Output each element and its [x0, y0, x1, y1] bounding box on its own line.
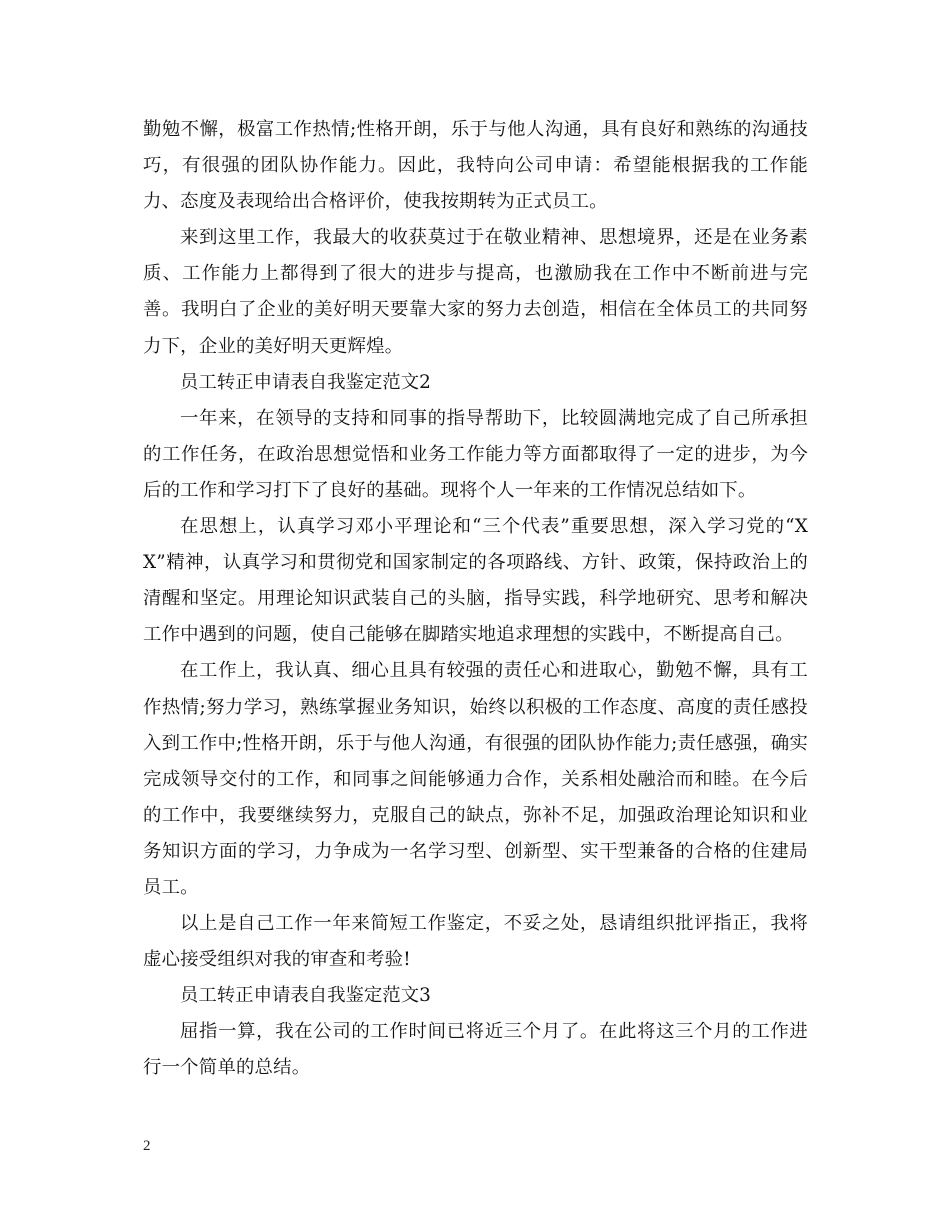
paragraph-work: 在工作上，我认真、细心且具有较强的责任心和进取心，勤勉不懈，具有工作热情;努力学习，熟练掌握业务知识，始终以积极的工作态度、高度的责任感投入到工作中;性格开朗，乐于与他人沟通，有很强的团队协作能力;责任感强，确实完成领导交付的工作，和同事之间能够通力合作，关系相处融洽而和睦。在今后的工作中，我要继续努力，克服自己的缺点，弥补不足，加强政治理论知识和业务知识方面的学习，力争成为一名学习型、创新型、实干型兼备的合格的住建局员工。 [143, 660, 808, 898]
paragraph-gains: 来到这里工作，我最大的收获莫过于在敬业精神、思想境界，还是在业务素质、工作能力上都得到了很大的进步与提高，也激励我在工作中不断前进与完善。我明白了企业的美好明天要靠大家的努力去创造，相信在全体员工的共同努力下，企业的美好明天更辉煌。 [143, 227, 808, 357]
page-number: 2 [143, 1138, 151, 1154]
paragraph-three-months: 屈指一算，我在公司的工作时间已将近三个月了。在此将这三个月的工作进行一个简单的总结。 [143, 1021, 808, 1079]
section-heading-3: 员工转正申请表自我鉴定范文3 [180, 985, 431, 1007]
paragraph-closing: 以上是自己工作一年来简短工作鉴定，不妥之处，恳请组织批评指正，我将虚心接受组织对我的审查和考验! [143, 913, 808, 971]
section-heading-2: 员工转正申请表自我鉴定范文2 [180, 371, 431, 393]
paragraph-ideology: 在思想上，认真学习邓小平理论和“三个代表”重要思想，深入学习党的“XX”精神，认真学习和贯彻党和国家制定的各项路线、方针、政策，保持政治上的清醒和坚定。用理论知识武装自己的头脑，指导实践，科学地研究、思考和解决工作中遇到的问题，使自己能够在脚踏实地追求理想的实践中，不断提高自己。 [143, 516, 808, 646]
paragraph-year-summary: 一年来，在领导的支持和同事的指导帮助下，比较圆满地完成了自己所承担的工作任务，在政治思想觉悟和业务工作能力等方面都取得了一定的进步，为今后的工作和学习打下了良好的基础。现将个人一年来的工作情况总结如下。 [143, 407, 808, 501]
document-body [143, 112, 808, 1087]
paragraph-continued: 勤勉不懈，极富工作热情;性格开朗，乐于与他人沟通，具有良好和熟练的沟通技巧，有很强的团队协作能力。因此，我特向公司申请：希望能根据我的工作能力、态度及表现给出合格评价，使我按期转为正式员工。 [143, 119, 808, 213]
